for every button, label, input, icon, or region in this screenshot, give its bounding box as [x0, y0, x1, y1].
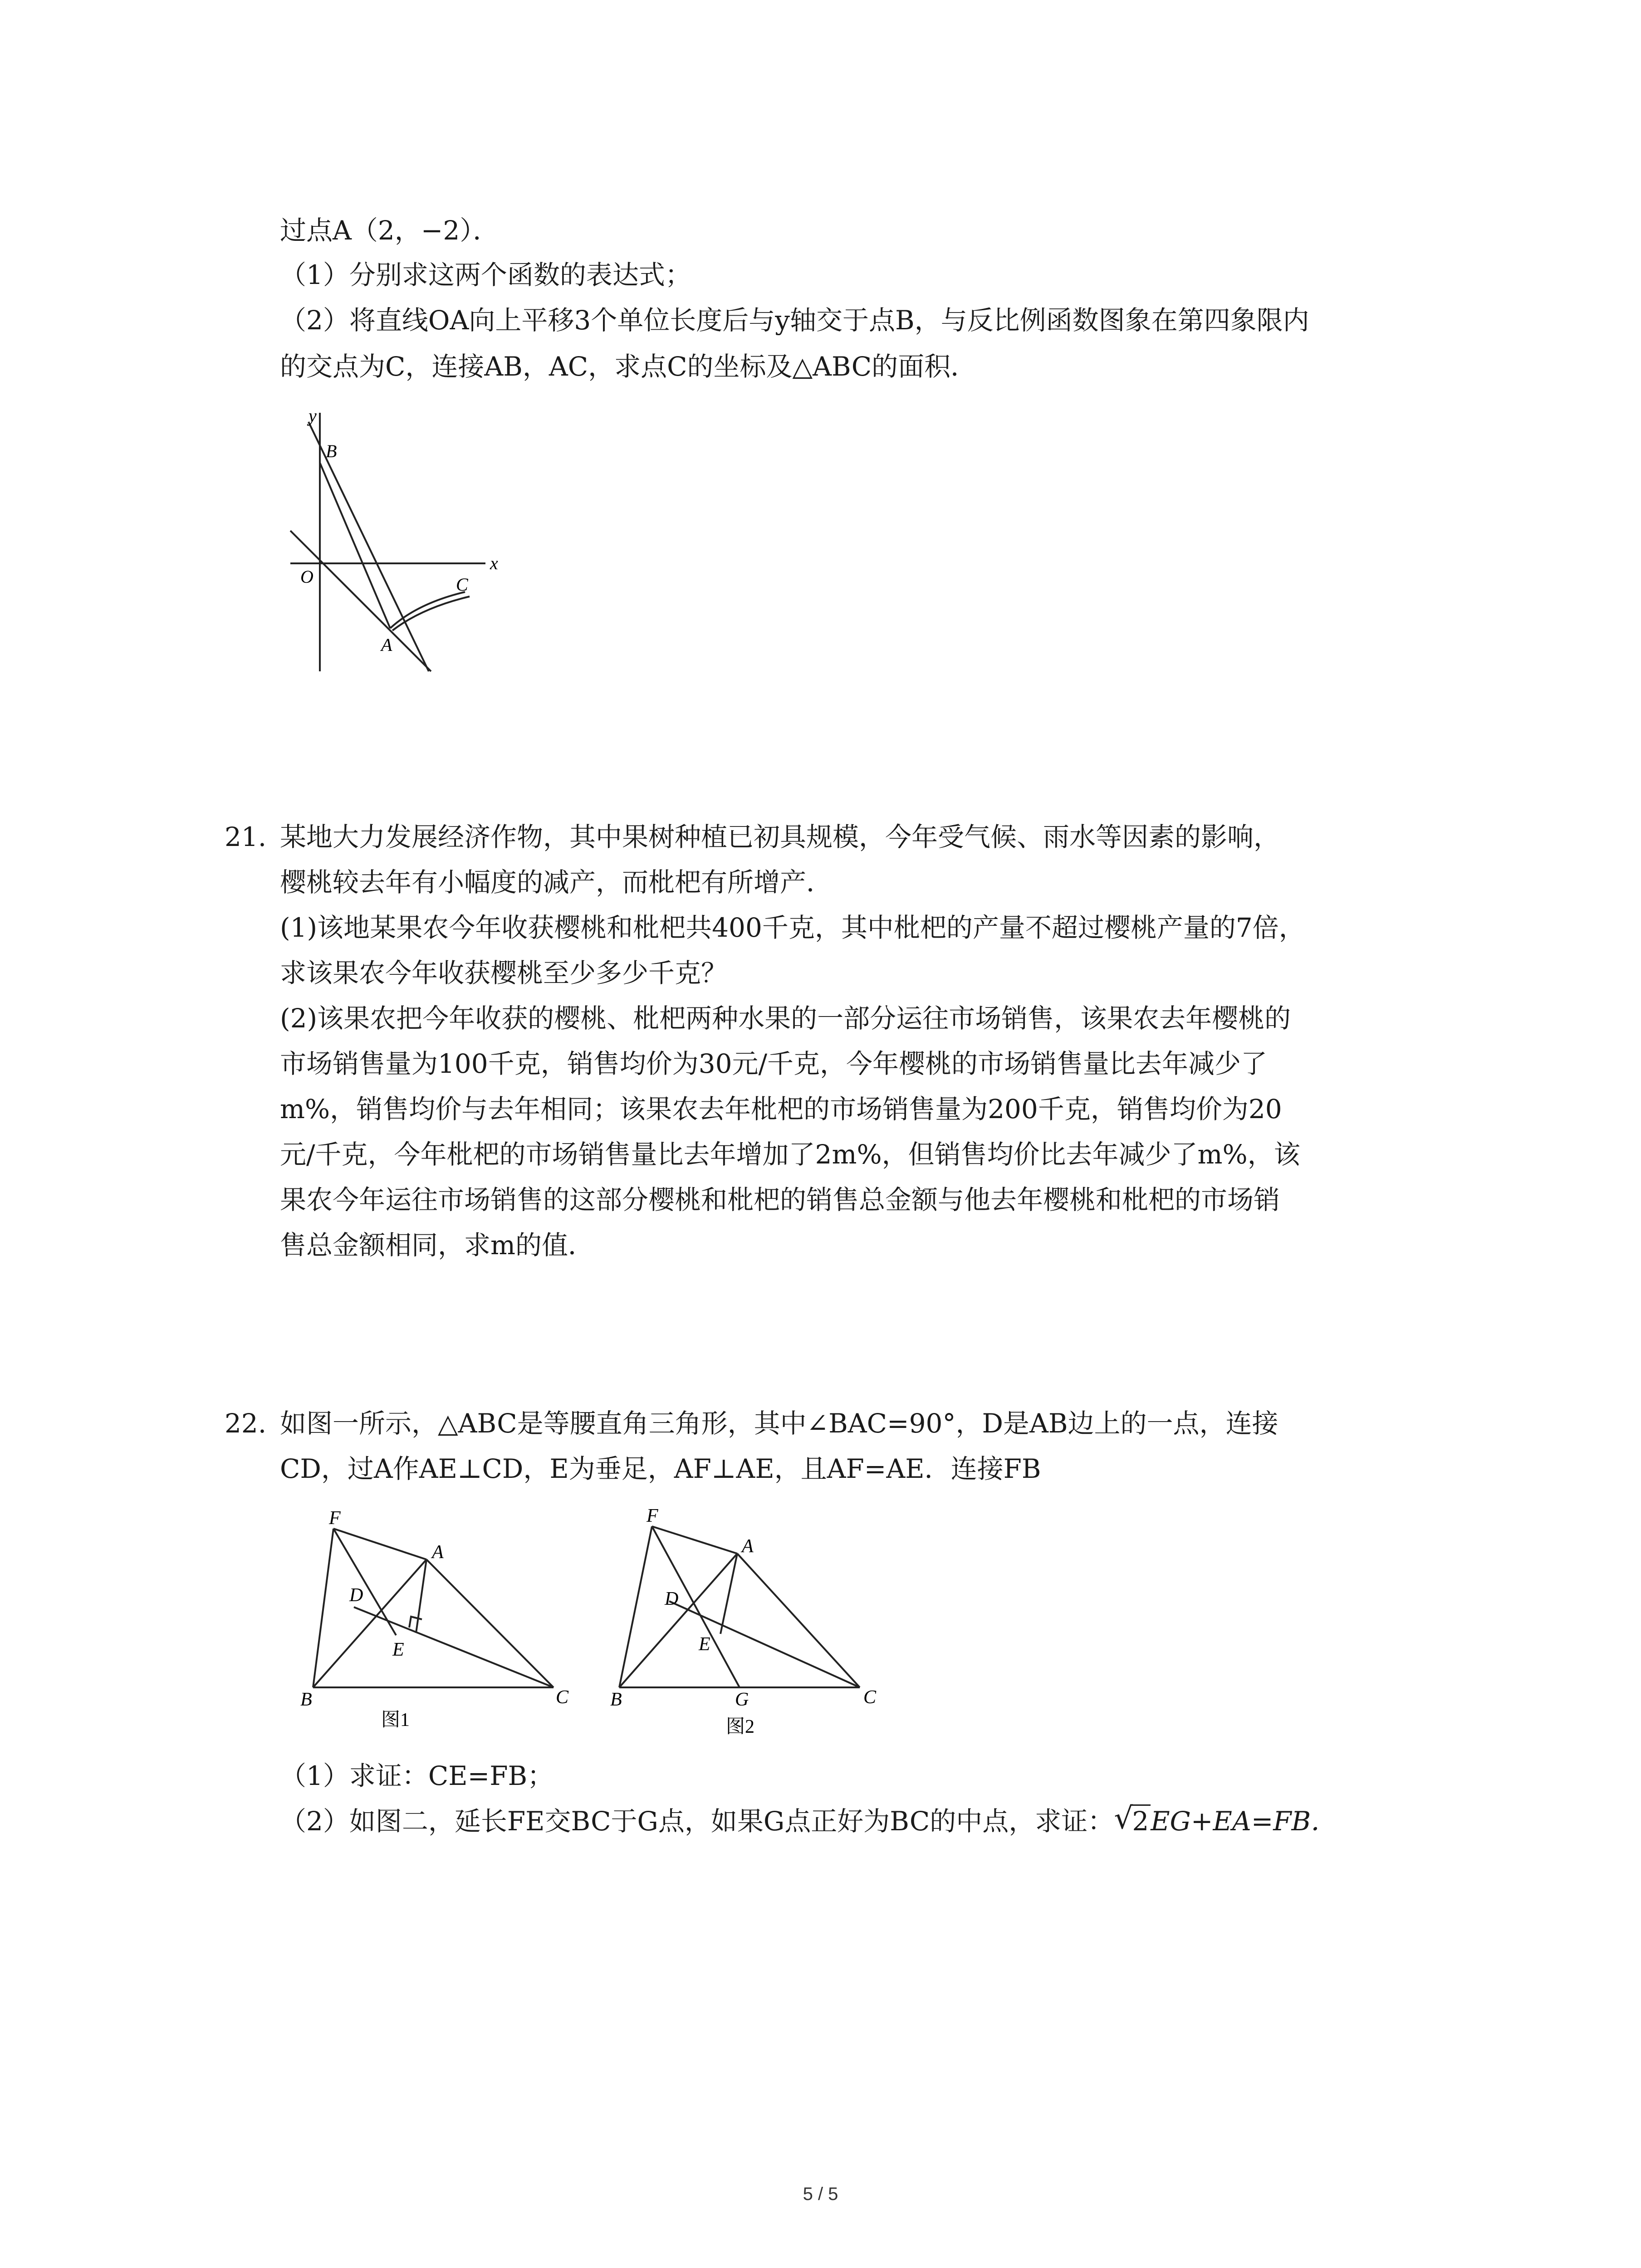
label-c: C: [456, 574, 468, 595]
q22-figure-1: [290, 1510, 590, 1728]
fig1-label-f: F: [329, 1510, 341, 1529]
q20-part2-line1: （2）将直线OA向上平移3个单位长度后与y轴交于点B，与反比例函数图象在第四象限内: [280, 305, 1309, 336]
label-y: y: [309, 406, 317, 426]
segment-ab: [320, 463, 390, 628]
label-a: A: [381, 635, 392, 655]
fig1-label-d: D: [349, 1585, 363, 1606]
fig2-label-a: A: [742, 1536, 754, 1557]
q22-number: 22.: [225, 1408, 267, 1439]
q21-line8: 元/千克，今年枇杷的市场销售量比去年增加了2m%，但销售均价比去年减少了m%，该: [280, 1139, 1300, 1170]
radical-sign: √: [1114, 1801, 1133, 1836]
fig1-caption: 图1: [381, 1710, 410, 1728]
q20-part2-line2: 的交点为C，连接AB，AC，求点C的坐标及△ABC的面积．: [280, 351, 977, 382]
q22-part2: [280, 1803, 1337, 1839]
q21-line7: m%，销售均价与去年相同；该果农去年枇杷的市场销售量为200千克，销售均价为20: [280, 1094, 1282, 1124]
fig2-label-b: B: [610, 1689, 622, 1710]
fig2-label-g: G: [735, 1689, 749, 1710]
radicand: 2: [1130, 1804, 1151, 1837]
q21-line9: 果农今年运往市场销售的这部分樱桃和枇杷的销售总金额与他去年樱桃和枇杷的市场销: [280, 1184, 1280, 1215]
fig2-label-f: F: [647, 1506, 658, 1526]
q21-line4: 求该果农今年收获樱桃至少多少千克？: [280, 958, 728, 988]
q21-number: 21.: [225, 821, 267, 852]
q21-line2: 樱桃较去年有小幅度的减产，而枇杷有所增产．: [280, 867, 833, 898]
fig1-label-b: B: [300, 1689, 312, 1710]
q21-line5: (2)该果农把今年收获的樱桃、枇杷两种水果的一部分运往市场销售，该果农去年樱桃的: [280, 1003, 1291, 1034]
fig2-caption: 图2: [726, 1716, 755, 1737]
label-o: O: [300, 567, 314, 587]
q22-line2: CD，过A作AE⊥CD，E为垂足，AF⊥AE，且AF=AE．连接FB: [280, 1453, 1041, 1484]
fig2-label-e: E: [699, 1634, 710, 1655]
q22-part2-post: EG+EA=FB．: [1151, 1806, 1337, 1837]
q20-part1: （1）分别求这两个函数的表达式；: [280, 259, 691, 290]
fig1-label-a: A: [432, 1542, 444, 1563]
fig1-label-e: E: [392, 1639, 404, 1660]
fig2-label-c: C: [863, 1687, 877, 1708]
line-bc: [290, 531, 431, 671]
q22-part2-pre: （2）如图二，延长FE交BC于G点，如果G点正好为BC的中点，求证：: [280, 1806, 1114, 1837]
fig2-label-d: D: [665, 1589, 679, 1609]
q22-line1: 如图一所示，△ABC是等腰直角三角形，其中∠BAC=90°，D是AB边上的一点，连接: [280, 1408, 1279, 1439]
page-number: 5 / 5: [803, 2184, 838, 2204]
q21-line10: 售总金额相同，求m的值．: [280, 1230, 594, 1261]
q21-line6: 市场销售量为100千克，销售均价为30元/千克，今年樱桃的市场销售量比去年减少了: [280, 1048, 1268, 1079]
q21-line3: (1)该地某果农今年收获樱桃和枇杷共400千克，其中枇杷的产量不超过樱桃产量的7倍，: [280, 912, 1305, 943]
q21-line1: 某地大力发展经济作物，其中果树种植已初具规模，今年受气候、雨水等因素的影响，: [280, 821, 1280, 852]
label-b: B: [326, 441, 337, 461]
hyperbola-curve-2: [392, 596, 470, 631]
sqrt-symbol: [1114, 1803, 1151, 1839]
q22-part1: （1）求证：CE=FB；: [280, 1760, 554, 1791]
q20-line1: 过点A（2，−2）．: [280, 215, 500, 246]
label-x: x: [490, 553, 498, 573]
fig1-label-c: C: [556, 1687, 569, 1708]
q22-figure-2: [601, 1506, 901, 1737]
q20-coordinate-figure: [281, 404, 517, 676]
